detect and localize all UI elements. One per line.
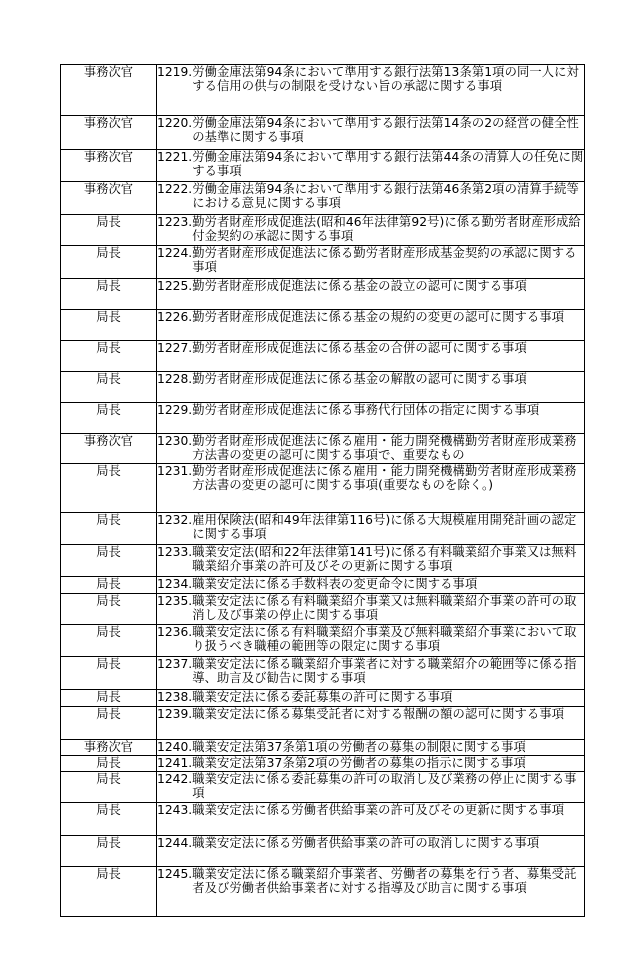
item-text: 勤労者財産形成促進法に係る雇用・能力開発機構勤労者財産形成業務方法書の変更の認可に関する事項(重要なものを除く。) (192, 464, 577, 493)
authority-cell: 局長 (61, 279, 157, 310)
item-number: 1243. (157, 803, 193, 817)
authority-cell: 局長 (61, 464, 157, 513)
item-text: 勤労者財産形成促進法に係る基金の解散の認可に関する事項 (192, 372, 527, 386)
item-text: 勤労者財産形成促進法に係る勤労者財産形成基金契約の承認に関する事項 (192, 246, 577, 275)
authority-cell: 局長 (61, 867, 157, 917)
item-text: 職業安定法に係る委託募集の許可の取消し及び業務の停止に関する事項 (192, 772, 577, 801)
item-cell (157, 246, 585, 279)
item-number: 1236. (157, 625, 193, 639)
delegation-table (60, 64, 585, 917)
item-text: 労働金庫法第94条において準用する銀行法第46条第2項の清算手続等における意見に関する事項 (192, 182, 579, 211)
table-row (61, 803, 585, 836)
table-row (61, 372, 585, 403)
authority-cell: 事務次官 (61, 116, 157, 150)
item-number: 1240. (157, 740, 193, 754)
item-text: 勤労者財産形成促進法に係る雇用・能力開発機構勤労者財産形成業務方法書の変更の認可に関する事項で、重要なもの (192, 434, 577, 463)
authority-cell: 事務次官 (61, 182, 157, 215)
item-cell (157, 434, 585, 464)
authority-cell: 局長 (61, 341, 157, 372)
authority-cell: 局長 (61, 246, 157, 279)
table-row (61, 690, 585, 707)
item-text: 勤労者財産形成促進法に係る事務代行団体の指定に関する事項 (192, 403, 540, 417)
item-text: 職業安定法に係る手数料表の変更命令に関する事項 (192, 577, 478, 591)
authority-cell: 局長 (61, 707, 157, 740)
table-row (61, 867, 585, 917)
item-number: 1221. (157, 150, 193, 164)
authority-cell: 事務次官 (61, 150, 157, 182)
authority-cell: 局長 (61, 657, 157, 690)
item-cell (157, 215, 585, 246)
item-text: 労働金庫法第94条において準用する銀行法第14条の2の経営の健全性の基準に関する事項 (192, 116, 579, 145)
item-number: 1237. (157, 657, 193, 671)
item-number: 1223. (157, 215, 193, 229)
item-cell (157, 403, 585, 434)
table-row (61, 403, 585, 434)
item-text: 勤労者財産形成促進法に係る基金の合併の認可に関する事項 (192, 341, 527, 355)
item-text: 勤労者財産形成促進法(昭和46年法律第92号)に係る勤労者財産形成給付金契約の承認に関する事項 (192, 215, 581, 244)
authority-cell: 局長 (61, 310, 157, 341)
item-number: 1241. (157, 756, 193, 770)
item-number: 1219. (157, 65, 193, 79)
item-cell (157, 867, 585, 917)
item-number: 1235. (157, 594, 193, 608)
item-number: 1229. (157, 403, 193, 417)
item-number: 1239. (157, 707, 193, 721)
item-cell (157, 657, 585, 690)
item-text: 職業安定法に係る労働者供給事業の許可の取消しに関する事項 (192, 836, 540, 850)
table-row (61, 772, 585, 803)
item-number: 1238. (157, 690, 193, 704)
table-row (61, 341, 585, 372)
item-cell (157, 513, 585, 545)
item-number: 1224. (157, 246, 193, 260)
item-cell (157, 594, 585, 625)
table-row (61, 116, 585, 150)
item-cell (157, 690, 585, 707)
table-row (61, 279, 585, 310)
item-text: 職業安定法に係る職業紹介事業者に対する職業紹介の範囲等に係る指導、助言及び勧告に関する事項 (192, 657, 577, 686)
item-number: 1231. (157, 464, 193, 478)
item-text: 雇用保険法(昭和49年法律第116号)に係る大規模雇用開発計画の認定に関する事項 (192, 513, 577, 542)
table-row (61, 740, 585, 756)
item-text: 職業安定法第37条第2項の労働者の募集の指示に関する事項 (192, 756, 526, 770)
item-cell (157, 150, 585, 182)
item-cell (157, 625, 585, 657)
item-cell (157, 279, 585, 310)
item-number: 1228. (157, 372, 193, 386)
authority-cell: 局長 (61, 513, 157, 545)
table-row (61, 707, 585, 740)
authority-cell: 局長 (61, 756, 157, 772)
item-text: 職業安定法に係る有料職業紹介事業又は無料職業紹介事業の許可の取消し及び事業の停止に関する事項 (192, 594, 577, 623)
table-row (61, 65, 585, 116)
item-number: 1226. (157, 310, 193, 324)
table-row (61, 836, 585, 867)
table-row (61, 625, 585, 657)
table-row (61, 513, 585, 545)
authority-cell: 局長 (61, 577, 157, 594)
authority-cell: 局長 (61, 625, 157, 657)
item-number: 1245. (157, 867, 193, 881)
authority-cell: 局長 (61, 836, 157, 867)
authority-cell: 事務次官 (61, 65, 157, 116)
item-text: 職業安定法に係る労働者供給事業の許可及びその更新に関する事項 (192, 803, 565, 817)
authority-cell: 局長 (61, 545, 157, 577)
item-cell (157, 836, 585, 867)
item-text: 職業安定法に係る委託募集の許可に関する事項 (192, 690, 453, 704)
item-text: 職業安定法に係る募集受託者に対する報酬の額の認可に関する事項 (192, 707, 565, 721)
item-number: 1222. (157, 182, 193, 196)
item-text: 職業安定法第37条第1項の労働者の募集の制限に関する事項 (192, 740, 526, 754)
item-number: 1220. (157, 116, 193, 130)
item-cell (157, 803, 585, 836)
item-text: 職業安定法(昭和22年法律第141号)に係る有料職業紹介事業又は無料職業紹介事業の許可及びその更新に関する事項 (192, 545, 577, 574)
item-cell (157, 707, 585, 740)
authority-cell: 事務次官 (61, 740, 157, 756)
item-cell (157, 341, 585, 372)
table-row (61, 215, 585, 246)
table-row (61, 545, 585, 577)
table-row (61, 464, 585, 513)
item-cell (157, 464, 585, 513)
table-row (61, 594, 585, 625)
item-cell (157, 740, 585, 756)
item-cell (157, 372, 585, 403)
item-text: 職業安定法に係る有料職業紹介事業及び無料職業紹介事業において取り扱うべき職種の範囲等の限定に関する事項 (192, 625, 577, 654)
item-cell (157, 116, 585, 150)
item-number: 1244. (157, 836, 193, 850)
authority-cell: 局長 (61, 403, 157, 434)
authority-cell: 局長 (61, 690, 157, 707)
table-row (61, 310, 585, 341)
item-cell (157, 182, 585, 215)
item-text: 勤労者財産形成促進法に係る基金の規約の変更の認可に関する事項 (192, 310, 565, 324)
table-row (61, 434, 585, 464)
item-number: 1230. (157, 434, 193, 448)
item-number: 1225. (157, 279, 193, 293)
authority-cell: 局長 (61, 594, 157, 625)
authority-cell: 局長 (61, 372, 157, 403)
table-row (61, 657, 585, 690)
item-cell (157, 545, 585, 577)
authority-cell: 局長 (61, 215, 157, 246)
item-cell (157, 577, 585, 594)
table-row (61, 756, 585, 772)
table-row (61, 246, 585, 279)
item-text: 勤労者財産形成促進法に係る基金の設立の認可に関する事項 (192, 279, 527, 293)
item-text: 労働金庫法第94条において準用する銀行法第13条第1項の同一人に対する信用の供与の制限を受けない旨の承認に関する事項 (192, 65, 579, 94)
item-text: 職業安定法に係る職業紹介事業者、労働者の募集を行う者、募集受託者及び労働者供給事業者に対する指導及び助言に関する事項 (192, 867, 577, 896)
item-cell (157, 772, 585, 803)
table-row (61, 150, 585, 182)
item-number: 1233. (157, 545, 193, 559)
item-number: 1232. (157, 513, 193, 527)
item-cell (157, 756, 585, 772)
item-number: 1227. (157, 341, 193, 355)
authority-cell: 局長 (61, 772, 157, 803)
item-cell (157, 65, 585, 116)
table-row (61, 577, 585, 594)
item-number: 1234. (157, 577, 193, 591)
item-text: 労働金庫法第94条において準用する銀行法第44条の清算人の任免に関する事項 (192, 150, 584, 179)
table-row (61, 182, 585, 215)
authority-cell: 局長 (61, 803, 157, 836)
item-cell (157, 310, 585, 341)
authority-cell: 事務次官 (61, 434, 157, 464)
item-number: 1242. (157, 772, 193, 786)
